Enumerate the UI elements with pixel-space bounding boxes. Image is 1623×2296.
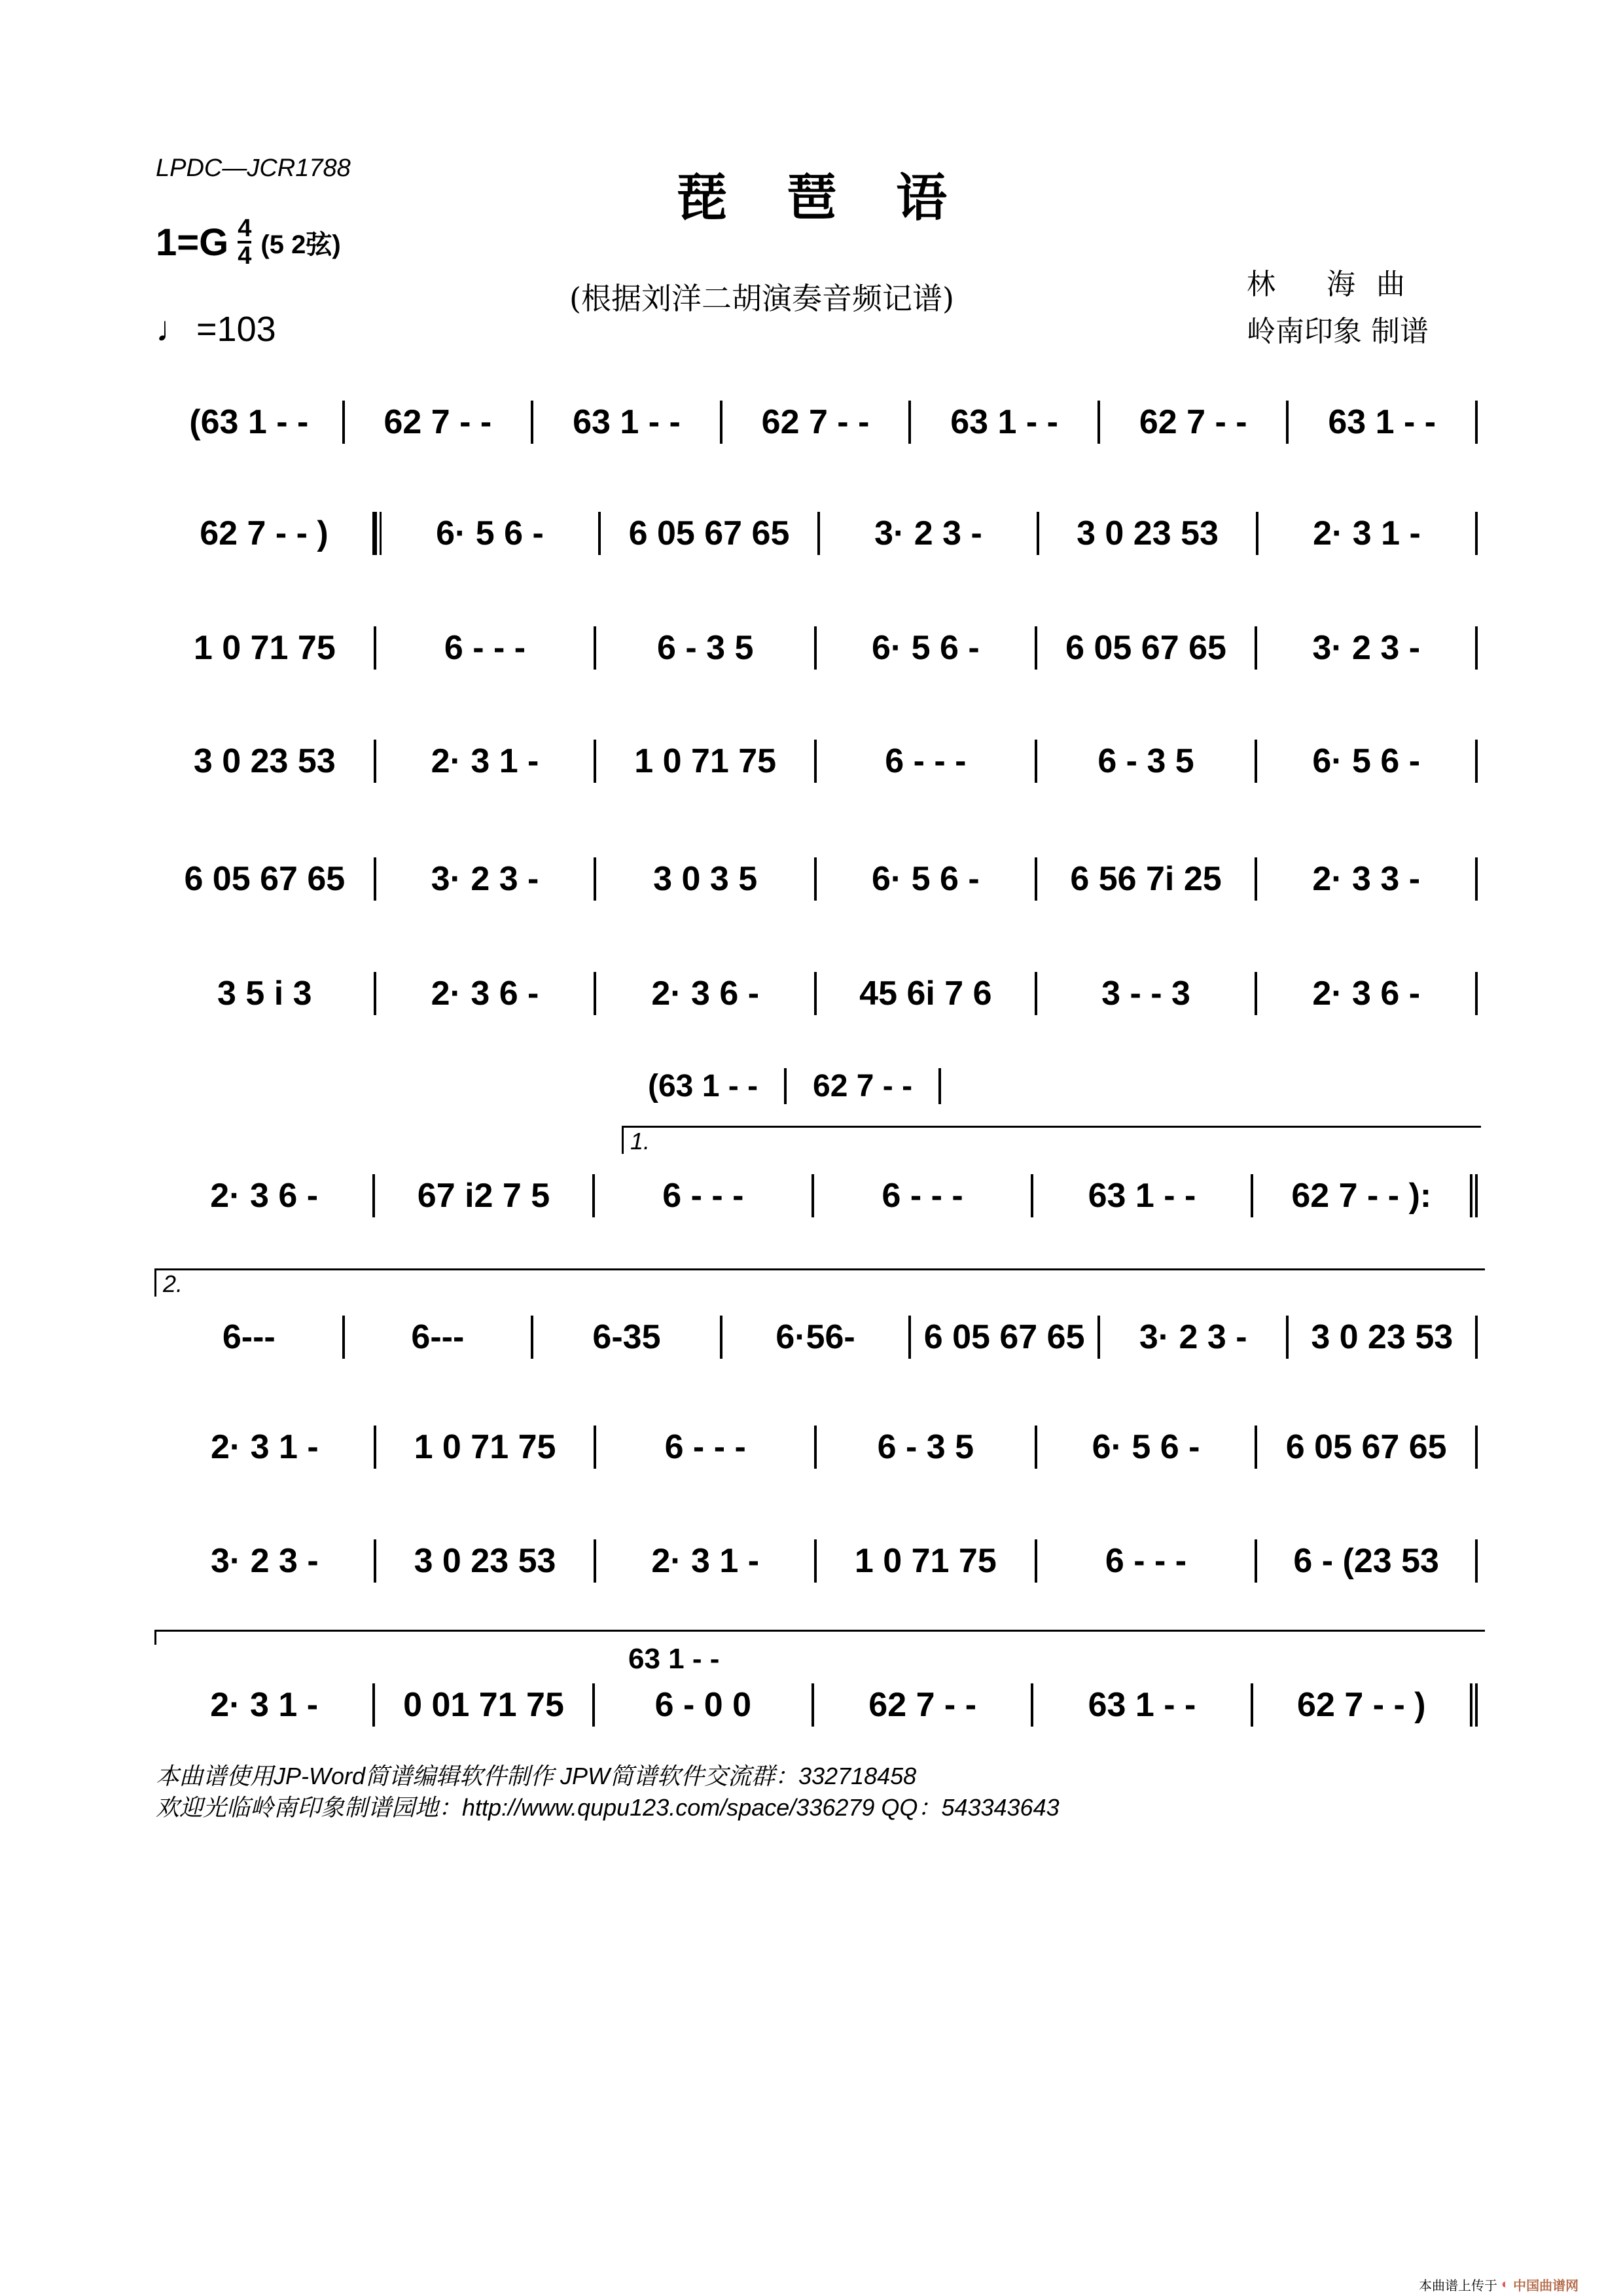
measure: 6 05 67 65 <box>1037 626 1258 670</box>
measure: 6 - - - <box>596 1426 817 1469</box>
measure: 6 05 67 65 <box>1257 1426 1478 1469</box>
measure: 3 0 23 53 <box>1289 1316 1478 1359</box>
arranger: 岭南印象 制谱 <box>1247 315 1429 348</box>
measure: 62 7 - - ) <box>156 512 375 555</box>
measure: 6--- <box>156 1316 345 1359</box>
score-row <box>156 511 1478 556</box>
score-row <box>156 625 1478 671</box>
measure: 6 - 3 5 <box>1037 740 1258 783</box>
measure: 67 i2 7 5 <box>375 1174 594 1217</box>
key-label: 1=G <box>156 221 229 264</box>
measure: 3· 2 3 - <box>1100 1316 1289 1359</box>
volta-1: 1. <box>622 1126 1481 1154</box>
measure: 6 - - - <box>814 1174 1033 1217</box>
time-denominator: 4 <box>238 242 252 270</box>
alt-measure: 62 7 - - <box>787 1068 941 1104</box>
measure: 3 0 23 53 <box>156 740 376 783</box>
time-numerator: 4 <box>238 215 252 242</box>
measure: 6 - (23 53 <box>1257 1539 1478 1583</box>
score-row <box>156 1314 1478 1360</box>
alt-passage <box>622 1068 941 1104</box>
measure: 6· 5 6 - <box>817 857 1037 901</box>
subtitle: (根据刘洋二胡演奏音频记谱) <box>569 281 954 316</box>
score-code: LPDC—JCR1788 <box>156 154 351 182</box>
measure: 6· 5 6 - <box>1037 1426 1258 1469</box>
measure: 1 0 71 75 <box>156 626 376 670</box>
measure: 2· 3 1 - <box>156 1683 375 1727</box>
quarter-note-icon: ♩ <box>156 310 191 349</box>
footer-line-1: 本曲谱使用JP-Word简谱编辑软件制作 JPW简谱软件交流群：332718458 <box>156 1763 917 1789</box>
measure: 6--- <box>345 1316 534 1359</box>
measure: 6 - - - <box>1037 1539 1258 1583</box>
score-row <box>156 856 1478 902</box>
measure: 6 - 3 5 <box>596 626 817 670</box>
measure: 6 - - - <box>376 626 597 670</box>
measure: 2· 3 6 - <box>156 1174 375 1217</box>
measure: 3 0 3 5 <box>596 857 817 901</box>
tempo <box>156 309 276 350</box>
bracket-line <box>154 1630 1485 1645</box>
measure: 6·56- <box>722 1316 912 1359</box>
measure: 1 0 71 75 <box>376 1426 597 1469</box>
site-logo: 中国曲谱网 <box>1513 2279 1579 2293</box>
measure: 6-35 <box>533 1316 722 1359</box>
measure: 3 0 23 53 <box>376 1539 597 1583</box>
tuning: (5 2弦) <box>260 230 341 259</box>
measure: 6 - - - <box>595 1174 814 1217</box>
measure: 2· 3 6 - <box>596 972 817 1015</box>
measure: 62 7 - - ) <box>1253 1683 1478 1727</box>
measure: 6 05 67 65 <box>601 512 820 555</box>
footer-line-2: 欢迎光临岭南印象制谱园地：http://www.qupu123.com/space/336279 QQ：543343643 <box>156 1794 1060 1821</box>
alt-measure: (63 1 - - <box>622 1068 787 1104</box>
measure: 63 1 - - <box>1033 1683 1253 1727</box>
volta-2: 2. <box>154 1268 1485 1297</box>
time-signature <box>238 216 251 268</box>
measure: 2· 3 1 - <box>376 740 597 783</box>
upload-credit <box>1419 2275 1578 2294</box>
measure: 3 - - 3 <box>1037 972 1258 1015</box>
upload-label: 本曲谱上传于 <box>1419 2279 1497 2293</box>
measure: 45 6i 7 6 <box>817 972 1037 1015</box>
measure: 3· 2 3 - <box>820 512 1039 555</box>
site-logo-icon: ◐ <box>1501 2277 1510 2291</box>
stacked-notes <box>628 1643 719 1676</box>
measure: 6 - 3 5 <box>817 1426 1037 1469</box>
score-row <box>156 1682 1478 1728</box>
measure: 6· 5 6 - <box>1257 740 1478 783</box>
measure: 2· 3 3 - <box>1257 857 1478 901</box>
measure: 2· 3 1 - <box>156 1426 376 1469</box>
measure: 62 7 - - <box>814 1683 1033 1727</box>
measure: 63 1 - - <box>533 401 722 444</box>
measure: 6 - - - <box>817 740 1037 783</box>
measure: 62 7 - - ): <box>1253 1174 1478 1217</box>
measure: 6 05 67 65 <box>156 857 376 901</box>
measure: 6· 5 6 - <box>817 626 1037 670</box>
measure: 3· 2 3 - <box>156 1539 376 1583</box>
measure: 62 7 - - <box>1100 401 1289 444</box>
measure: 2· 3 1 - <box>1258 512 1478 555</box>
score-row <box>156 1424 1478 1470</box>
measure: (63 1 - - <box>156 401 345 444</box>
measure: 6 05 67 65 <box>911 1316 1100 1359</box>
measure: 2· 3 6 - <box>376 972 597 1015</box>
score-row <box>156 738 1478 784</box>
measure: 1 0 71 75 <box>596 740 817 783</box>
measure: 3 5 i 3 <box>156 972 376 1015</box>
score-row <box>156 1173 1478 1219</box>
composer: 林 海曲 <box>1247 268 1426 301</box>
tempo-value: =103 <box>196 310 276 349</box>
measure: 0 01 71 75 <box>375 1683 594 1727</box>
measure: 63 1 - - <box>1033 1174 1253 1217</box>
measure: 6 - 0 0 <box>595 1683 814 1727</box>
score-row <box>156 1538 1478 1584</box>
measure: 3· 2 3 - <box>376 857 597 901</box>
measure: 3· 2 3 - <box>1257 626 1478 670</box>
key-signature <box>156 216 341 268</box>
measure: 63 1 - - <box>911 401 1100 444</box>
measure: 6 56 7i 25 <box>1037 857 1258 901</box>
measure: 2· 3 6 - <box>1257 972 1478 1015</box>
measure: 63 1 - - <box>1289 401 1478 444</box>
score-row <box>156 971 1478 1016</box>
measure: 62 7 - - <box>722 401 912 444</box>
measure: 6· 5 6 - <box>375 512 601 555</box>
measure: 62 7 - - <box>345 401 534 444</box>
stacked-measure: 63 1 - - <box>628 1643 720 1675</box>
score-row <box>156 399 1478 445</box>
measure: 1 0 71 75 <box>817 1539 1037 1583</box>
measure: 3 0 23 53 <box>1039 512 1258 555</box>
measure: 2· 3 1 - <box>596 1539 817 1583</box>
page-title: 琵琶语 <box>675 168 1006 228</box>
